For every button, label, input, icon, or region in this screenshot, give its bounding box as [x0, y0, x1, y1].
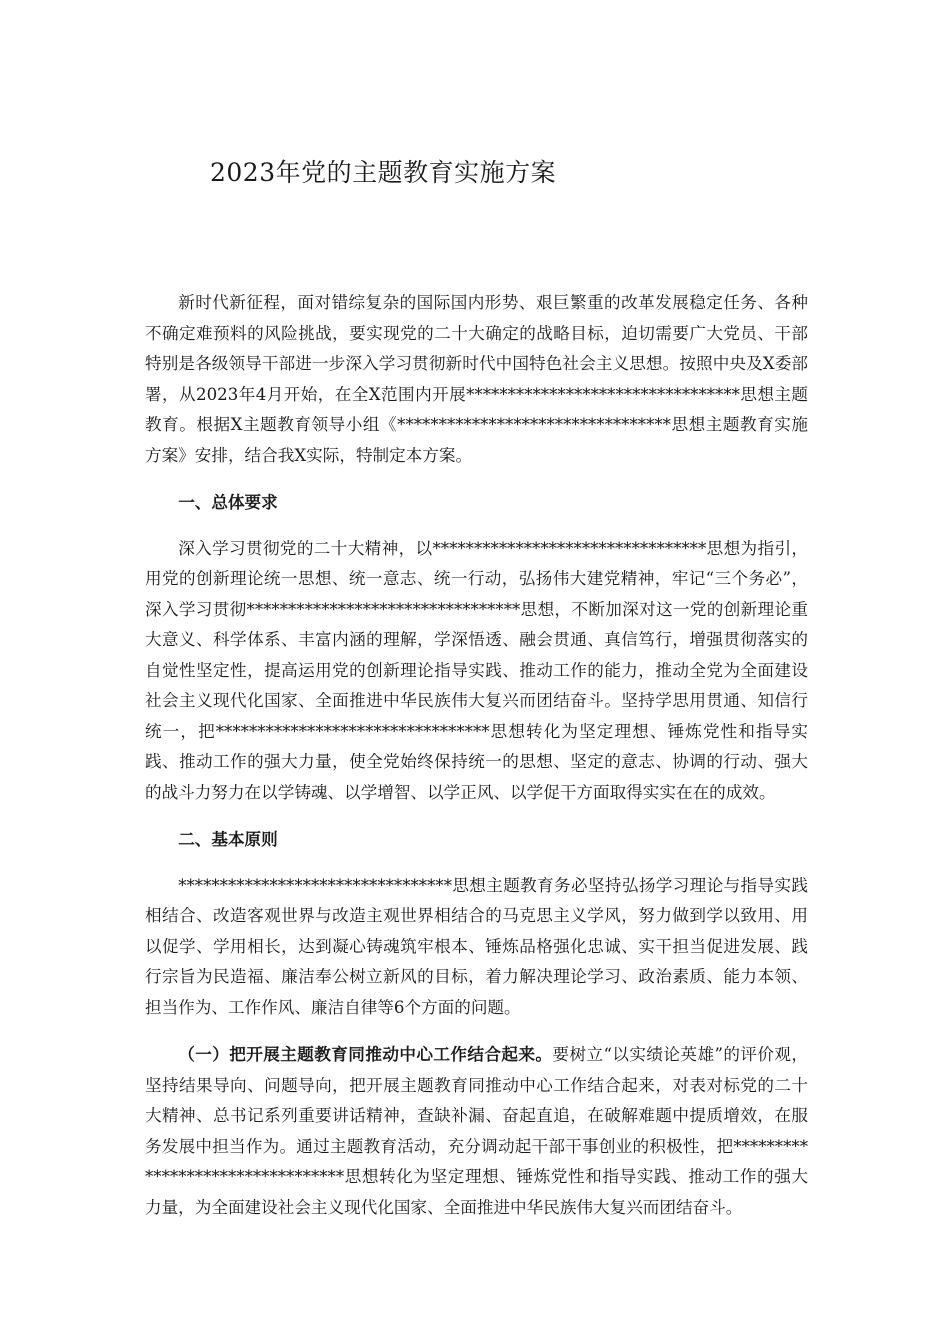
section-heading-overall-requirements: 一、总体要求 [178, 492, 278, 512]
item-paragraph-1 [145, 1039, 808, 1223]
item-1-lead: （一）把开展主题教育同推动中心工作结合起来。 [178, 1044, 553, 1064]
intro-paragraph: 新时代新征程，面对错综复杂的国际国内形势、艰巨繁重的改革发展稳定任务、各种不确定难预料的风险挑战，要实现党的二十大确定的战略目标，迫切需要广大党员、干部特别是各级领导干部进一步深入学习贯彻新时代中国特色社会主义思想。按照中央及X委部署，从2023年4月开始，在全X范围内开展*********************************思想主题教育。根据X主题教育领导小组《*********************************思想主题教育实施方案》安排，结合我X实际，特制定本方案。 [145, 293, 808, 465]
item-1-body: 要树立“以实绩论英雄”的评价观，坚持结果导向、问题导向，把开展主题教育同推动中心工作结合起来，对表对标党的二十大精神、总书记系列重要讲话精神，查缺补漏、奋起直追，在破解难题中提质增效，在服务发展中担当作为。通过主题教育活动，充分调动起干部干事创业的积极性，把*********************************思想转化为坚定理想、锤炼党性和指导实践、推动工作的强大力量，为全面建设社会主义现代化国家、全面推进中华民族伟大复兴而团结奋斗。 [145, 1045, 809, 1217]
section-heading-basic-principles: 二、基本原则 [178, 829, 278, 849]
document-title: 2023年党的主题教育实施方案 [210, 158, 557, 187]
section-paragraph-basic-principles: *********************************思想主题教育务必坚持弘扬学习理论与指导实践相结合、改造客观世界与改造主观世界相结合的马克思主义学风，努力做到学以致用、用以促学、学用相长，达到凝心铸魂筑牢根本、锤炼品格强化忠诚、实干担当促进发展、践行宗旨为民造福、廉洁奉公树立新风的目标，着力解决理论学习、政治素质、能力本领、担当作为、工作作风、廉洁自律等6个方面的问题。 [145, 875, 808, 1017]
section-paragraph-overall-requirements: 深入学习贯彻党的二十大精神，以*********************************思想为指引，用党的创新理论统一思想、统一意志、统一行动，弘扬伟大建党精神，牢记“三个务必”，深入学习贯彻*********************************思想，不断加深对这一党的创新理论重大意义、科学体系、丰富内涵的理解，学深悟透、融会贯通、真信笃行，增强贯彻落实的自觉性坚定性，提高运用党的创新理论指导实践、推动工作的能力，推动全党为全面建设社会主义现代化国家、全面推进中华民族伟大复兴而团结奋斗。坚持学思用贯通、知信行统一，把*********************************思想转化为坚定理想、锤炼党性和指导实践、推动工作的强大力量，使全党始终保持统一的思想、坚定的意志、协调的行动、强大的战斗力努力在以学铸魂、以学增智、以学正风、以学促干方面取得实实在在的成效。 [145, 538, 808, 802]
document-body [145, 288, 808, 1223]
